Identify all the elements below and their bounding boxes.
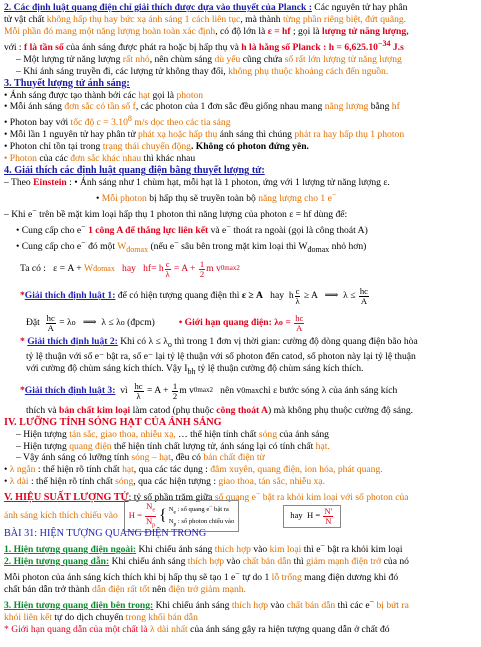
line-einstein-1: – Theo Einstein : • Ánh sáng như 1 chùm hạt, mỗi hạt là 1 photon, ứng với 1 lượng tử năng lượng ε. <box>4 177 390 189</box>
fraction-hc-over-a-2: $\frac{hc}{A}$ <box>46 312 55 333</box>
fraction-hc-over-a-3: $\frac{hc}{A}$ <box>295 312 304 333</box>
heading-section-4: 4. Giải thích các định luật quang điện bằng thuyết lượng tử: <box>4 165 265 177</box>
line-planck-4: với : f là tần số của ánh sáng được phát ra hoặc bị hấp thụ và h là hằng số Planck : $h = 6,625.10^{-34}$ J.s <box>4 38 404 53</box>
explain-law-3: * Giải thích định luật 3: vì $\frac{hc}{\lambda}$ = A + $\frac{1}{2}$ m v 0max 2 nên v 0max chỉ ε bước sóng λ của ánh sáng kích <box>20 380 398 401</box>
formula-box-h: H = $\frac{N_e}{N_p}$ { $N_e$ : số quang e− bật ra $N_p$ : số photon chiếu vào <box>124 500 240 532</box>
fraction-hc-over-lambda: $\frac{hc}{\lambda}$ <box>134 380 143 401</box>
line-photon-3: • Photon bay với tốc độ $c = 3.10^8$ m/s dọc theo các tia sáng <box>4 114 231 129</box>
explain-law-2: * Giải thích định luật 2: Khi có $\lambda \le \lambda_o$ thì trong 1 đơn vị thời gian: cường độ dòng quang điện bão hòa <box>20 336 418 350</box>
line-planck-title: 2. Các định luật quang điện chỉ giải thích được dựa vào thuyết của Planck : Các nguyên tử hay phân <box>4 2 408 13</box>
equation-einstein: Ta có : ε = A + W đomax hay hf= h $\frac{c}{\lambda}$ = A + $\frac{1}{2}$ m v 0max 2 <box>20 258 240 279</box>
line-iv-3: – Vậy ánh sáng có lưỡng tính sóng – hạt, đều có bản chất điện từ <box>16 452 265 464</box>
line-b31-2: 2. Hiện tượng quang dẫn: Khi chiếu ánh sáng thích hợp vào chất bán dẫn thì giảm mạnh điện trở của nó <box>4 556 409 568</box>
line-planck-6: – Khi ánh sáng truyền đi, các lượng tử không thay đổi, không phụ thuộc khoảng cách đến nguồn. <box>16 65 389 77</box>
line-iv-1: – Hiện tượng tán sắc, giao thoa, nhiễu xạ, … thể hiện tính chất sóng của ánh sáng <box>16 428 329 440</box>
formula-box-h-alt: hay H = $\frac{N'}{N}$ <box>283 505 341 528</box>
heading-bai-31: BÀI 31: HIỆN TƯỢNG QUANG ĐIỆN TRONG <box>4 528 207 540</box>
line-photon-5: • Photon chỉ tồn tại trong trạng thái chuyển động. Không có photon đứng yên. <box>4 141 309 153</box>
line-b31-1: 1. Hiện tượng quang điện ngoài: Khi chiếu ánh sáng thích hợp vào kim loại thì e− bật ra khỏi kim loại <box>4 541 403 556</box>
line-einstein-3: – Khi e− trên bề mặt kim loại hấp thụ 1 photon thì năng lượng của photon ε = hf dùng để: <box>4 206 348 221</box>
line-photon-6: • Photon của các đơn sắc khác nhau thì khác nhau <box>4 153 196 165</box>
line-photon-4: • Mỗi lần 1 nguyên tử hay phân tử phát xạ hoặc hấp thụ ánh sáng thì chúng phát ra hay hấp thụ 1 photon <box>4 129 405 141</box>
line-iv-5: • λ dài : thể hiện rõ tính chất sóng, qua các hiện tượng : giao thoa, tán sắc, nhiễu xạ. <box>4 476 325 488</box>
line-einstein-2: • Mỗi photon bị hấp thụ sẽ truyền toàn bộ năng lượng cho 1 e− <box>96 189 337 205</box>
line-b31-7: * Giới hạn quang dẫn của một chất là λ dài nhất của ánh sáng gây ra hiện tượng quang dẫn ở chất đó <box>4 624 390 636</box>
explain-law-2-b: tỷ lệ thuận với số e⁻ bật ra, số e⁻ lại tỷ lệ thuận với số photon đến catod, số photon này lại tỷ lệ thuận <box>26 351 416 363</box>
line-iv-4: • λ ngắn : thể hiện rõ tính chất hạt, qua các tác dụng : đâm xuyên, quang điện, ion hóa, phát quang. <box>4 464 383 476</box>
fraction-one-half: $\frac{1}{2}$ <box>199 258 205 279</box>
line-b31-3: Mỗi photon của ánh sáng kích thích khi bị hấp thụ sẽ tạo 1 e− tự do 1 lỗ trống mang điện dương khi đó <box>4 569 399 584</box>
quantum-efficiency-formula: ánh sáng kích thích chiếu vào H = $\frac{N_e}{N_p}$ { $N_e$ : số quang e− bật ra $N_p$ : số photon chiếu vào hay H = $\frac{N'}{N}$ <box>4 504 477 528</box>
line-einstein-5: • Cung cấp cho e− đó một $W_{đomax}$ (nếu e− sâu bên trong mặt kim loại thì $W_{đomax}$ nhỏ hơn) <box>16 238 367 255</box>
heading-section-v: V. HIỆU SUẤT LƯỢNG TỬ: tỷ số phần trăm giữa số quang e− bật ra khỏi kim loại với số photon của <box>4 489 409 504</box>
explain-law-2-c: với cường độ chùm sáng kích thích. Vậy $I_{bh}$ tỷ lệ thuận cường độ chùm sáng kích thích. <box>26 362 364 376</box>
line-photon-1: • Ánh sáng được tạo thành bởi các hạt gọi là photon <box>4 89 204 101</box>
fraction-one-half-2: $\frac{1}{2}$ <box>172 380 178 401</box>
line-einstein-4: • Cung cấp cho e− 1 công A để thắng lực liên kết và e− thoát ra ngoài (gọi là công thoát A) <box>16 222 368 237</box>
line-b31-5: 3. Hiện tượng quang điện bên trong: Khi chiếu ánh sáng thích hợp vào chất bán dẫn thì các e− bị bứt ra <box>4 597 409 612</box>
line-planck-5: – Một lượng tử năng lượng rất nhỏ, nên chùm sáng dù yếu cũng chứa số rất lớn lượng tử năng lượng <box>16 53 402 65</box>
line-planck-2: tử vật chất không hấp thụ hay bức xạ ánh sáng 1 cách liên tục, mà thành từng phần riêng biệt, đứt quãng. <box>4 13 407 25</box>
heading-section-iv: IV. LƯỠNG TÍNH SÓNG HẠT CỦA ÁNH SÁNG <box>4 416 222 428</box>
line-planck-3: Mỗi phần đó mang một năng lượng hoàn toàn xác định, có độ lớn là ε = hf ; gọi là lượng tử năng lượng, <box>4 25 409 37</box>
fraction-c-over-lambda-2: $\frac{c}{\lambda}$ <box>295 285 300 306</box>
explain-law-1: * Giải thích định luật 1: để có hiện tượng quang điện thì ε ≥ A hay h $\frac{c}{\lambda}$ ≥ A ⟹ λ ≤ $\frac{hc}{A}$ <box>20 285 368 306</box>
line-photon-2: • Mỗi ánh sáng đơn sắc có tần số f, các photon của 1 đơn sắc đều giống nhau mang năng lượng bằng hf <box>4 101 400 113</box>
line-b31-4: chất bán dẫn trở thành dẫn điện rất tốt nên điện trở giảm mạnh. <box>4 584 246 596</box>
explain-law-3-b: thích và bản chất kim loại làm catod (phụ thuộc công thoát A) mà không phụ thuộc cường độ sáng. <box>26 404 414 416</box>
fraction-hc-over-a: $\frac{hc}{A}$ <box>359 285 368 306</box>
explain-law-1-limit: Đặt $\frac{hc}{A}$ = λ o ⟹ λ ≤ λ o (đpcm) • Giới hạn quang điện: λ o = $\frac{hc}{A}$ <box>26 312 304 333</box>
fraction-c-over-lambda: $\frac{c}{\lambda}$ <box>165 258 170 279</box>
line-iv-2: – Hiện tượng quang điện thể hiện tính chất lượng tử, ánh sáng lại có tính chất hạt. <box>16 440 330 452</box>
heading-section-3: 3. Thuyết lượng tử ánh sáng: <box>4 77 130 89</box>
fraction-nprime-over-n: $\frac{N'}{N}$ <box>324 505 333 526</box>
line-b31-6: khỏi liên kết tự do dịch chuyển trong khối bán dẫn <box>4 612 198 624</box>
fraction-ne-over-np: $\frac{N_e}{N_p}$ <box>145 501 156 529</box>
